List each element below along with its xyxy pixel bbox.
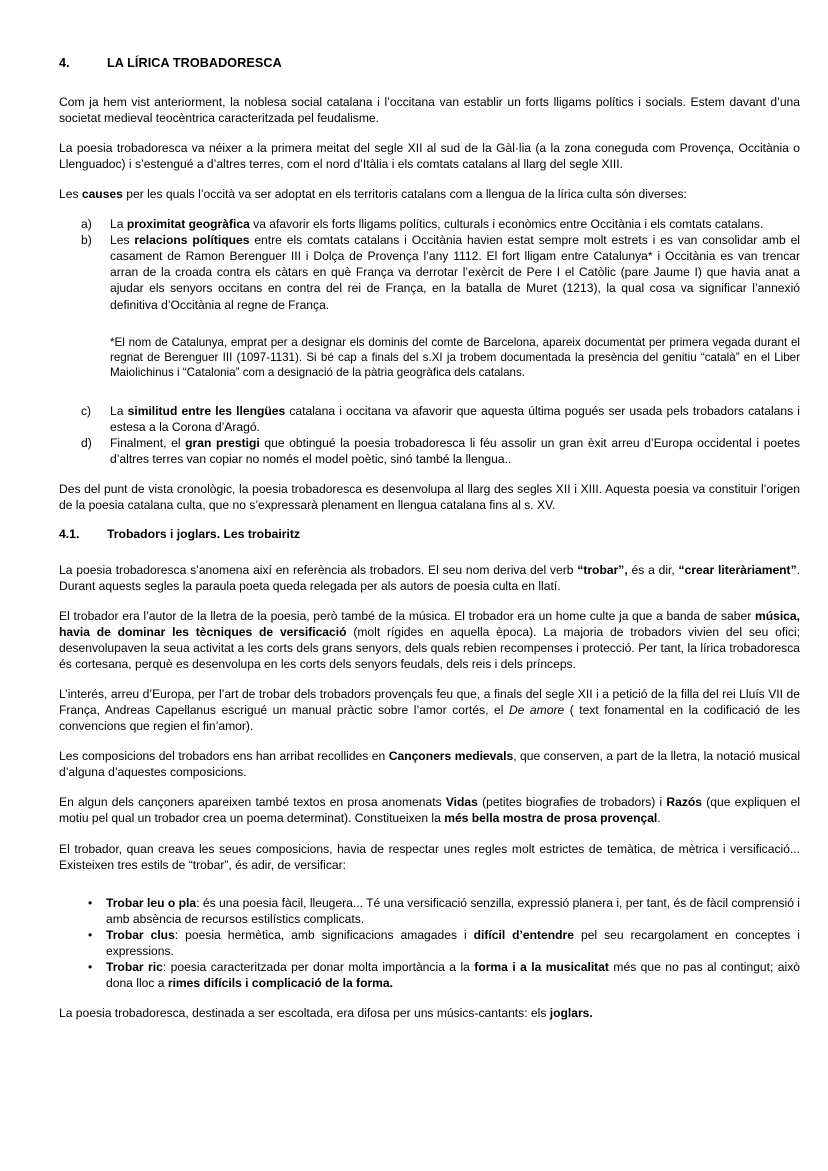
list-marker-a: a) [81,217,92,232]
list-marker-c: c) [81,403,92,418]
paragraph-canconers [59,748,800,780]
p4-part1: La poesia trobadoresca s’anomena així en referència als trobadors. El seu nom deriva del verb [59,562,578,577]
list-item-post-a: va afavorir els forts lligams polítics, culturals i econòmics entre Occitània i els comtats catalans. [249,217,764,232]
p5-bold1: música, havia de dominar les tècniques de versificació [59,608,800,639]
list-marker-d: d) [81,435,92,450]
list-item-bold-c: similitud entre les llengües [127,403,286,418]
spacer [59,887,800,895]
p8-part1: En algun dels cançoners apareixen també textos en prosa anomenats [59,795,446,810]
p10-bold1: joglars. [549,1006,593,1021]
subheading-number: 4.1. [59,527,80,542]
style-desc-clus-2: pel seu recargolament en conceptes i expressions. [106,927,800,958]
list-item-post-b: entre els comtats catalans i Occitània havien estat sempre molt estrets i es van consolidar amb el casament de Ramon Berenguer III i Dolça de Provença l’any 1112. El fort lligam entre Catalunya* i Occitània es van trencar arran de la croada contra els càtars en què França va derrotar l’exèrcit de Pere I el Catòlic (pare Jaume I) que havia anat a ajudar els senyors occitans en contra del rei de França, en la batalla de Muret (1213), la qual cosa va significar l’annexió definitiva d’Occitània al regne de França. [110,233,800,312]
paragraph-trobador-role [59,608,800,672]
list-item [59,927,800,959]
subheading-text: Trobadors i joglars. Les trobairitz [107,527,301,542]
style-desc-clus-1: : poesia hermètica, amb significacions amagades i [174,927,474,942]
p6-part1: L’interés, arreu d’Europa, per l’art de trobar dels trobadors provençals feu que, a finals del segle XII i a petició de la filla del rei Lluís VII de França, Andreas Capellanus escrigué un manual pràctic sobre l’amor cortés, el [59,687,800,718]
paragraph-joglars [59,1005,800,1021]
p7-part1: Les composicions del trobadors ens han arribat recollides en [59,749,389,764]
list-item-pre-c: La [110,403,128,418]
bullet-icon: • [88,960,93,975]
list-item [59,895,800,927]
list-item-bold-d: gran prestigi [185,435,260,450]
list-item-pre-d: Finalment, el [110,435,186,450]
list-item [59,959,800,991]
p6-italic1: De amore [508,703,565,718]
style-desc-ric-1: : poesia caracteritzada per donar molta importància a la [162,960,475,975]
style-bold-clus-2: difícil d’entendre [473,927,574,942]
trobar-styles-list [59,895,800,991]
paragraph-chronology: Des del punt de vista cronològic, la poesia trobadoresca es desenvolupa al llarg des segles XII i XIII. Aquesta poesia va constituir l’origen de la poesia catalana culta, que no s’expressarà plenament en llengua catalana fins al s. XV. [59,482,800,513]
p7-bold1: Cançoners medievals [388,749,514,764]
paragraph-vidas-razos [59,794,800,826]
p8-part2: (petites biografies de trobadors) i [477,795,667,810]
causes-list-ab [59,216,800,312]
style-bold-ric-3: rimes difícils i complicació de la forma. [167,976,394,991]
paragraph-capellanus [59,686,800,734]
causes-list-cd [59,403,800,467]
style-desc-leu: : és una poesia fàcil, lleugera... Té una versificació senzilla, expressió planera i, per tant, és de fàcil comprensió i amb absència de recursos estilístics complicats. [106,895,800,926]
p5-part1: El trobador era l’autor de la lletra de la poesia, però també de la música. El trobador era un home culte ja que a banda de saber [59,608,755,623]
style-bold-ric-2: forma i a la musicalitat [474,960,609,975]
paragraph-origins: La poesia trobadoresca va néixer a la primera meitat del segle XII al sud de la Gàl·lia (a la zona coneguda com Provença, Occitània o Llenguadoc) i s’estengué a d’altres terres, com el nord d’Itàlia i els comtats catalans al llarg del segle XIII. [59,140,800,171]
document-content [59,56,800,1021]
causes-intro-bold: causes [81,187,123,202]
page-title [59,56,800,72]
p8-bold1: Vidas [445,795,478,810]
style-desc-ric-2: més que no pas al contingut; això dona lloc a [106,960,800,991]
p4-part3: . Durant aquests segles la paraula poeta queda relegada per als autors de poesia culta en llatí. [59,562,801,593]
p7-part2: , que conserven, a part de la lletra, la notació musical d’alguna d’aquestes composicions. [59,749,801,780]
p4-bold2: “crear literàriament” [678,562,797,577]
causes-intro-post: per les quals l’occità va ser adoptat en els territoris catalans com a llengua de la lírica culta són diverses: [122,187,687,202]
style-name-clus: Trobar clus [106,927,175,942]
list-item-pre-b: Les [110,233,135,248]
list-item-bold-b: relacions polítiques [134,233,250,248]
heading-number: 4. [59,56,70,70]
list-item [59,435,800,467]
list-item [59,216,800,232]
p4-part2: és a dir, [627,562,679,577]
list-item-pre-a: La [110,217,127,232]
p4-bold1: “trobar”, [577,562,628,577]
p8-part3: (que expliquen el motiu pel qual un trobador crea un poema determinat). Constitueixen la [59,795,801,826]
bullet-icon: • [88,895,93,910]
list-item [59,232,800,312]
list-marker-b: b) [81,233,92,248]
p6-part2: ( text fonamental en la codificació de les convencions que regien el fin’amor). [59,703,800,734]
list-item-post-d: que obtingué la poesia trobadoresca li féu assolir un gran èxit arreu d’Europa occidental i poetes d’altres terres van copiar no només el model poètic, sinó també la llengua.. [110,435,800,467]
list-item-post-c: catalana i occitana va afavorir que aquesta última pogués ser usada pels trobadors catalans i estesa a la Corona d’Aragó. [110,403,800,434]
paragraph-rules-intro: El trobador, quan creava les seues composicions, havia de respectar unes regles molt estrictes de temàtica, de mètrica i versificació... Existeixen tres estils de “trobar”, és adir, de versificar: [59,841,800,872]
causes-intro-pre: Les [59,187,82,202]
spacer [59,395,800,403]
p8-part4: . [657,811,661,826]
p5-part2: (molt rígides en aquella època). La majoria de trobadors vivien del seu ofici; desenvolupaven la seua activitat a les corts dels grans senyors, dels quals rebien recompenses i protecció. Per tant, la lírica trobadoresca és cortesana, perquè es desenvolupa en les corts dels senyors feudals, dels reis i dels prínceps. [59,624,800,671]
list-item-bold-a: proximitat geogràfica [126,217,250,232]
p8-bold2: Razós [666,795,703,810]
section-subtitle [59,527,800,542]
style-name-ric: Trobar ric [106,960,163,975]
paragraph-causes-intro [59,186,800,202]
p8-bold3: més bella mostra de prosa provençal [444,811,658,826]
bullet-icon: • [88,927,93,942]
spacer [59,327,800,335]
paragraph-trobar-etymology [59,562,800,594]
list-item [59,403,800,435]
paragraph-intro: Com ja hem vist anteriorment, la noblesa social catalana i l’occitana van establir un forts lligams polítics i socials. Estem davant d’una societat medieval teocèntrica caracteritzada pel feudalisme. [59,94,800,125]
style-name-leu: Trobar leu o pla [106,895,197,910]
heading-text: LA LÍRICA TROBADORESCA [107,56,282,70]
p10-part1: La poesia trobadoresca, destinada a ser escoltada, era difosa per uns músics-cantants: els [59,1006,550,1021]
footnote-catalunya: *El nom de Catalunya, emprat per a designar els dominis del comte de Barcelona, apareix documentat per primera vegada durant el regnat de Berenguer III (1097-1131). Si bé cap a finals del s.XI ja trobem documentada la presència del genitiu “català” en el Liber Maiolichinus i “Catalonia” com a designació de la pàtria geogràfica dels catalans. [110,335,800,380]
